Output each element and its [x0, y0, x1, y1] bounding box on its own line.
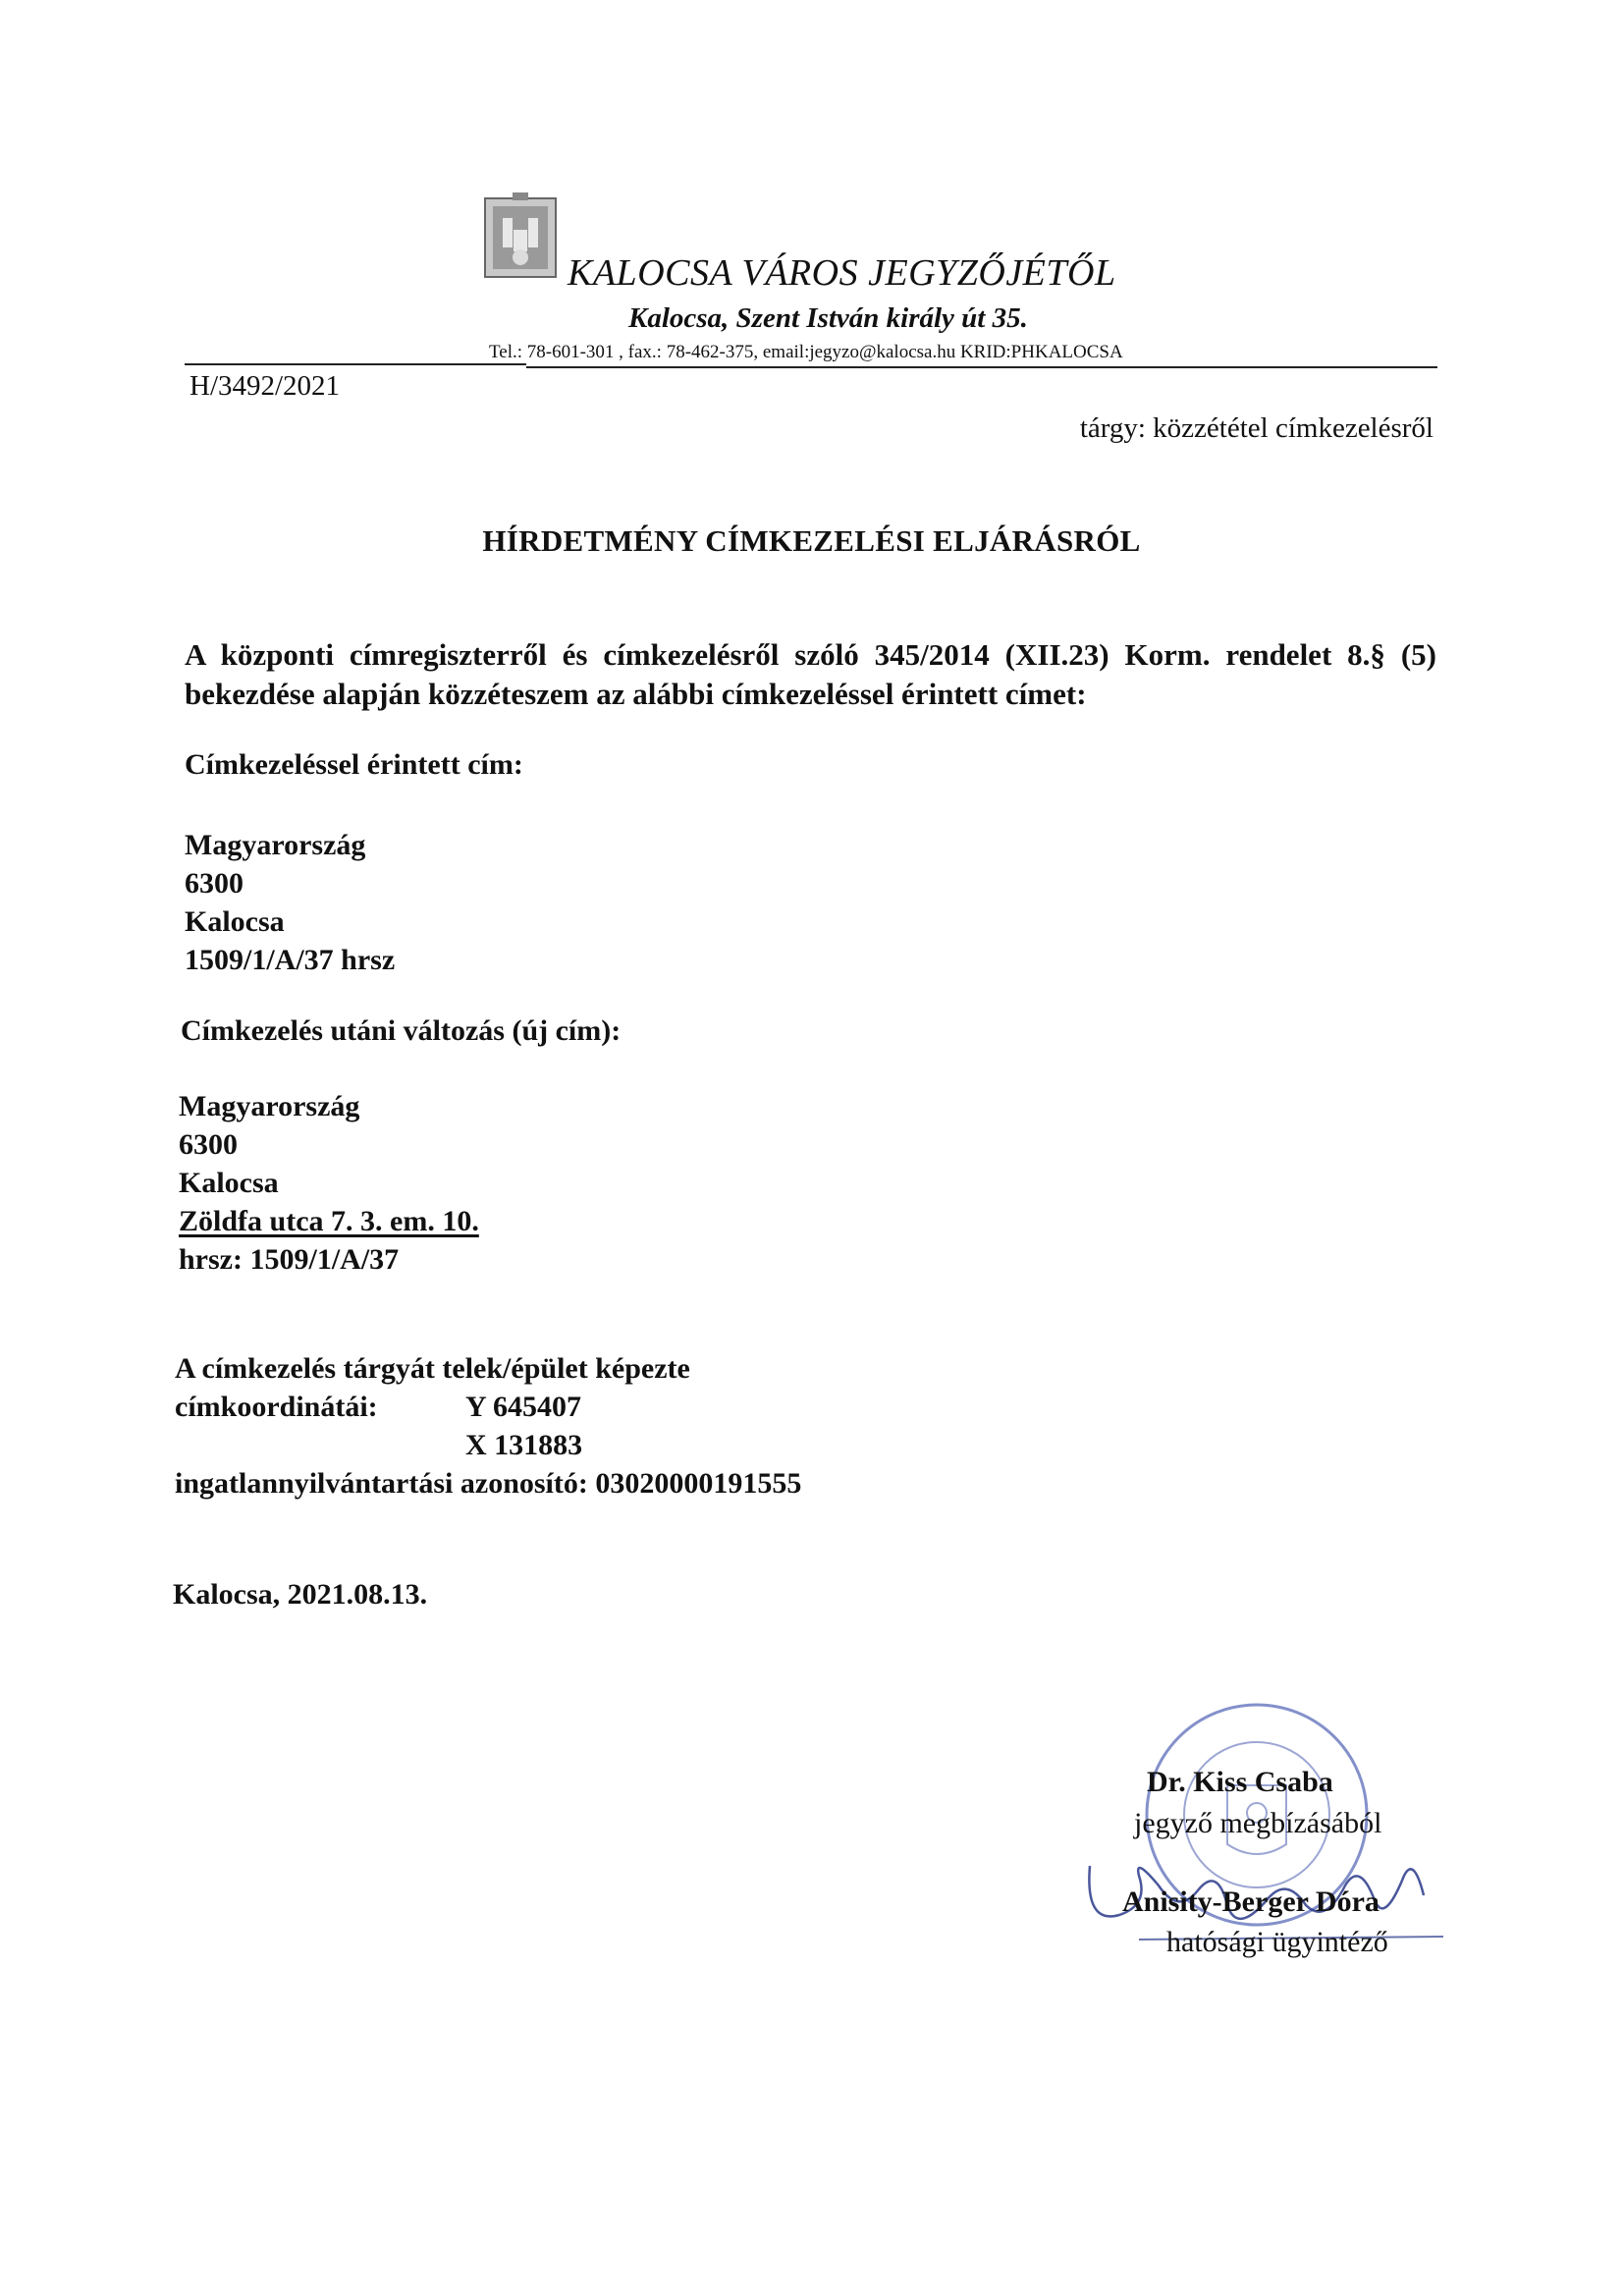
header-divider-left — [185, 363, 526, 365]
affected-hrsz: 1509/1/A/37 hrsz — [185, 944, 396, 976]
new-country: Magyarország — [179, 1090, 360, 1122]
coordinate-y: Y 645407 — [465, 1391, 582, 1423]
coordinate-x: X 131883 — [465, 1429, 583, 1461]
new-address-block — [179, 1087, 479, 1279]
coordinate-row-y — [175, 1388, 801, 1426]
affected-country: Magyarország — [185, 829, 366, 861]
property-details-block — [175, 1349, 801, 1503]
new-hrsz: hrsz: 1509/1/A/37 — [179, 1243, 400, 1276]
document-title: HÍRDETMÉNY CÍMKEZELÉSI ELJÁRÁSRÓL — [482, 523, 1141, 558]
affected-address-block — [185, 826, 395, 979]
intro-paragraph: A központi címregiszterről és címkezelésről szóló 345/2014 (XII.23) Korm. rendelet 8.§ (5) bekezdése alapján közzéteszem az alábbi címkezeléssel érintett címet: — [185, 637, 1436, 711]
signer-name: Dr. Kiss Csaba — [1147, 1766, 1333, 1798]
coordinate-label: címkoordinátái: — [175, 1391, 378, 1423]
organization-address: Kalocsa, Szent István király út 35. — [628, 302, 1028, 334]
new-city: Kalocsa — [179, 1167, 279, 1199]
reference-number: H/3492/2021 — [189, 370, 341, 402]
organization-name: KALOCSA VÁROS JEGYZŐJÉTŐL — [568, 252, 1116, 294]
new-address-label: Címkezelés utáni változás (új cím): — [181, 1014, 622, 1047]
organization-contact: Tel.: 78-601-301 , fax.: 78-462-375, email:jegyzo@kalocsa.hu KRID:PHKALOCSA — [489, 342, 1123, 362]
new-street: Zöldfa utca 7. 3. em. 10. — [179, 1205, 479, 1237]
kalocsa-coat-of-arms-icon — [483, 192, 558, 281]
affected-zip: 6300 — [185, 867, 243, 900]
document-date: Kalocsa, 2021.08.13. — [173, 1578, 428, 1611]
clerk-name: Anisity-Berger Dóra — [1122, 1886, 1380, 1918]
property-id: ingatlannyilvántartási azonosító: 03020000191555 — [175, 1467, 802, 1500]
property-subject: A címkezelés tárgyát telek/épület képezte — [175, 1352, 690, 1385]
coordinate-row-x — [175, 1426, 801, 1464]
header-divider-right — [526, 366, 1437, 368]
new-zip: 6300 — [179, 1128, 238, 1161]
affected-address-label: Címkezeléssel érintett cím: — [185, 748, 523, 781]
affected-city: Kalocsa — [185, 905, 285, 938]
signer-role: jegyző megbízásából — [1134, 1807, 1382, 1839]
subject-line: tárgy: közzététel címkezelésről — [1079, 412, 1434, 444]
clerk-role: hatósági ügyintéző — [1166, 1926, 1388, 1958]
